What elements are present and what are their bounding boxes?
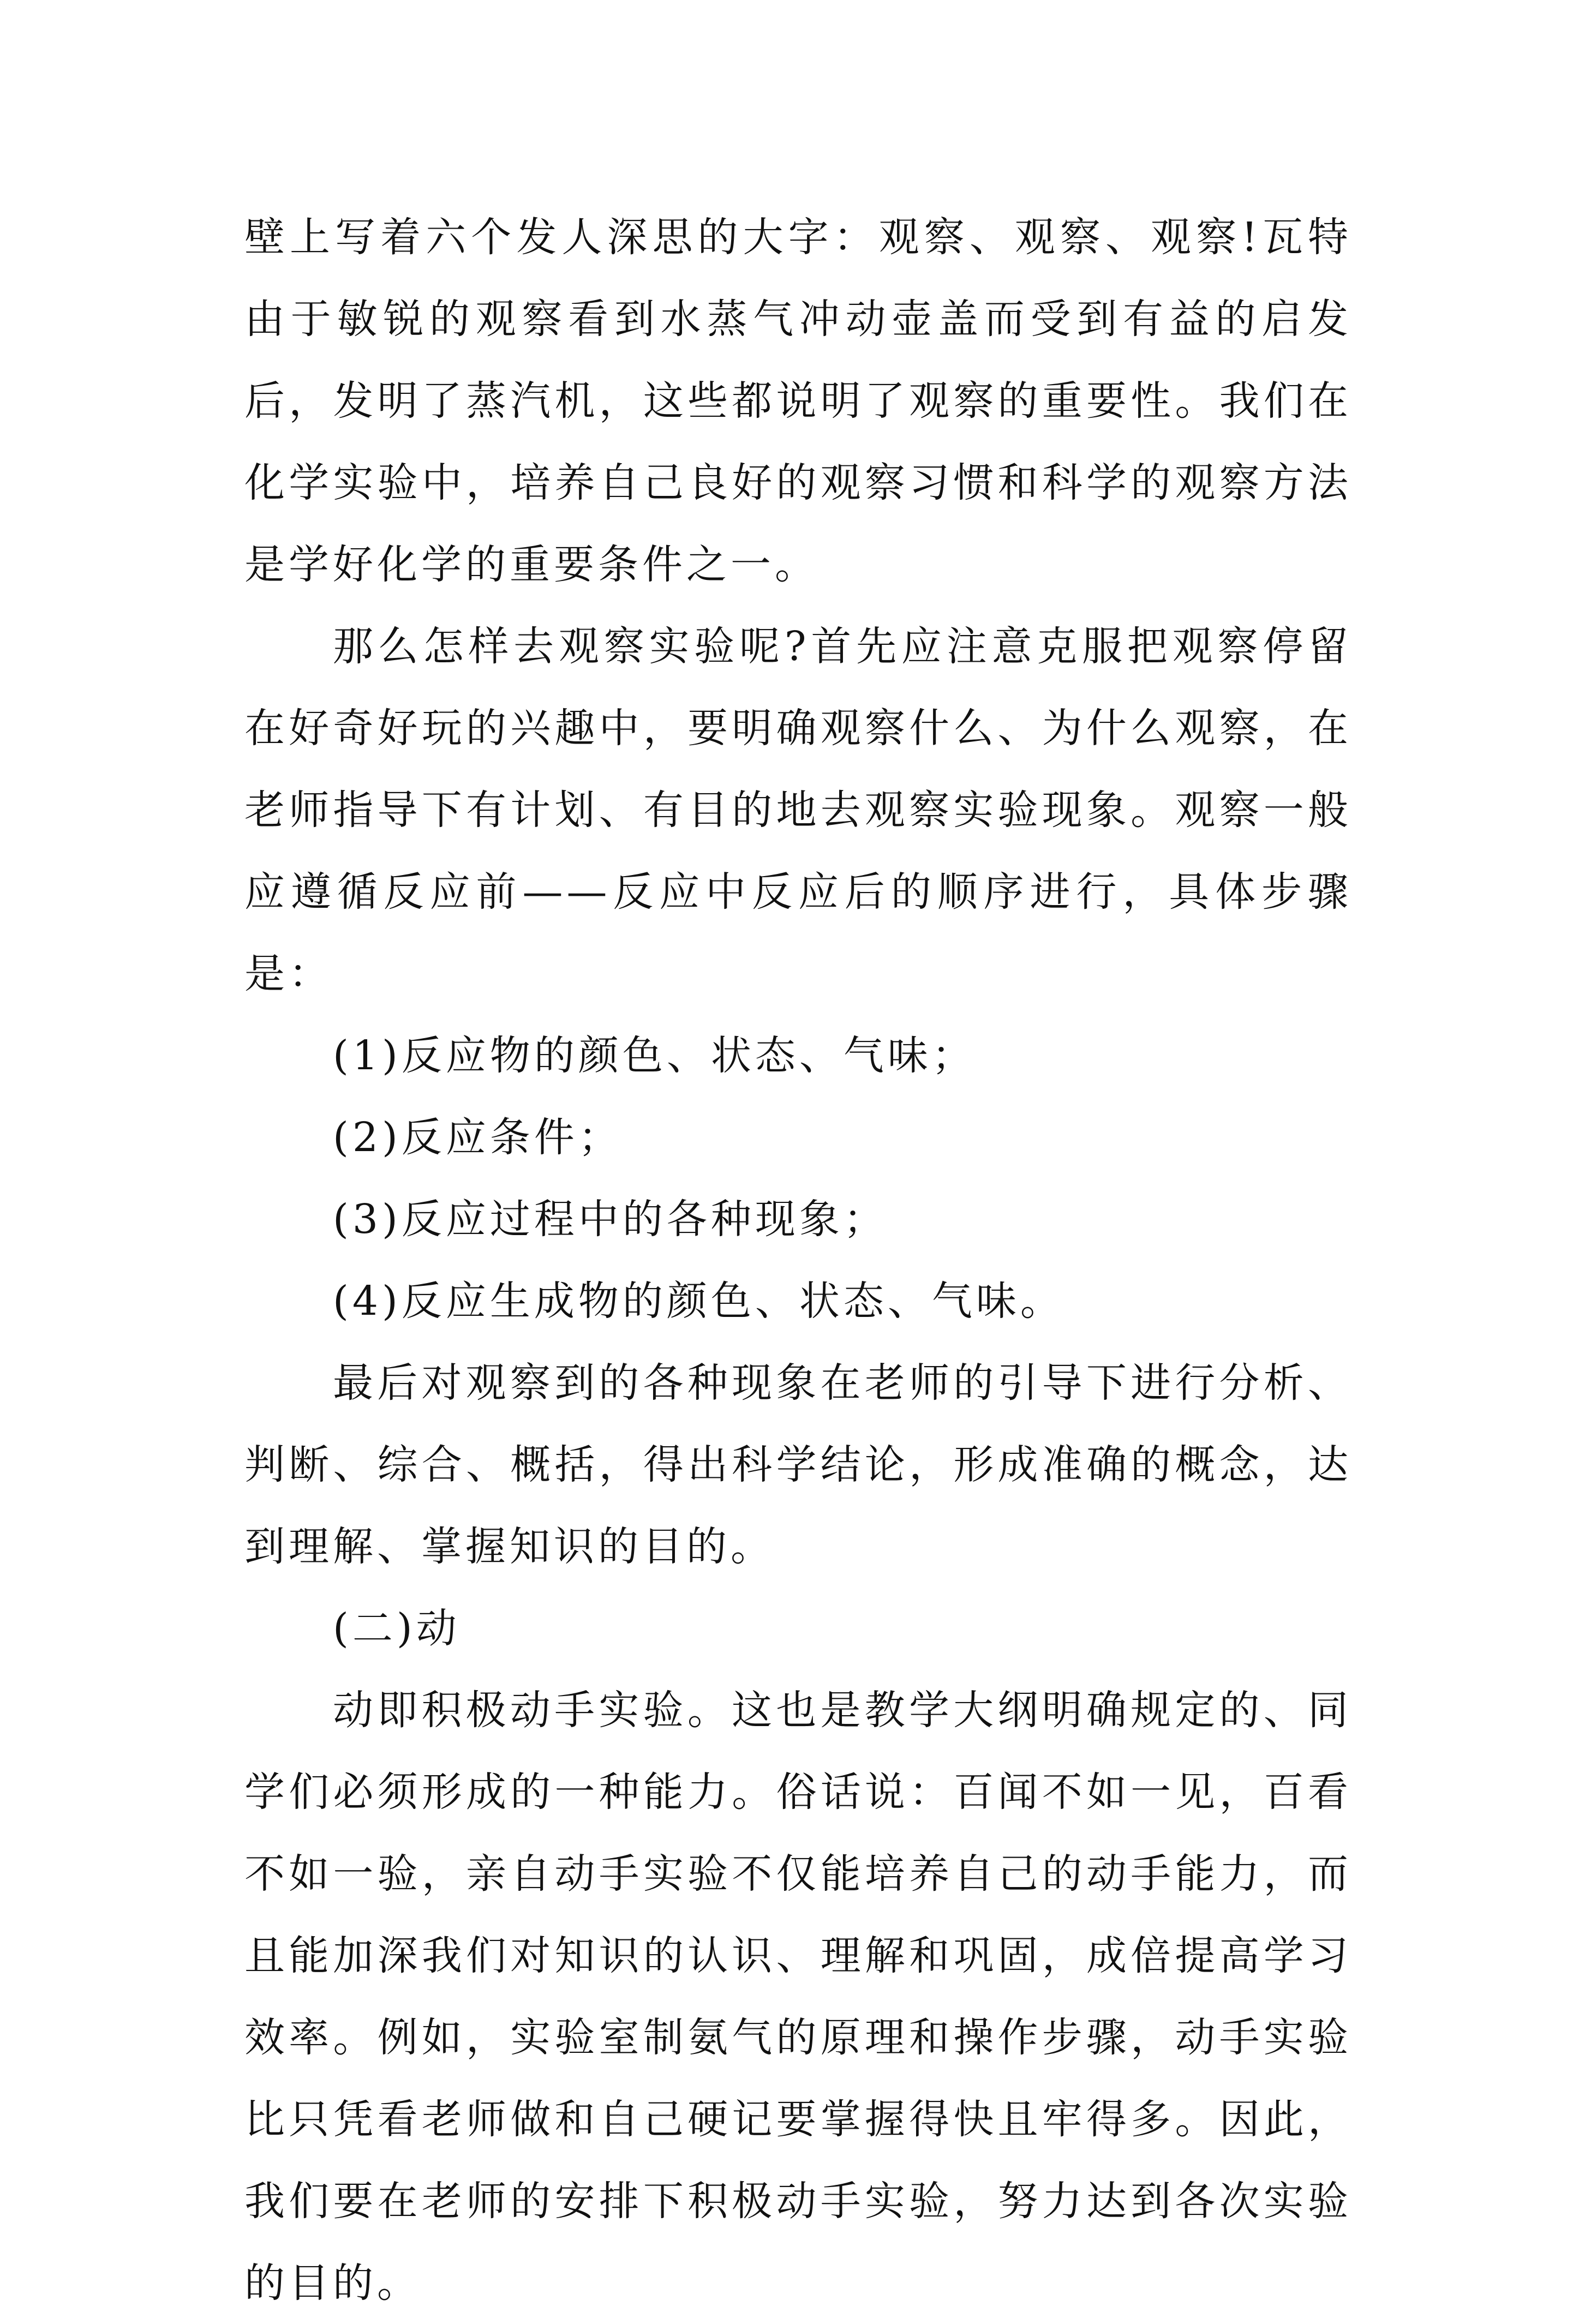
section-heading-hands-on: (二)动 bbox=[333, 1605, 460, 1652]
list-item-step-2: (2)反应条件； bbox=[333, 1114, 623, 1161]
list-item-step-4: (4)反应生成物的颜色、状态、气味。 bbox=[333, 1278, 1064, 1325]
paragraph-hands-on-experiment: 动即积极动手实验。这也是教学大纲明确规定的、同学们必须形成的一种能力。俗话说：百闻不如一见，百看不如一验，亲自动手实验不仅能培养自己的动手能力，而且能加深我们对知识的认识、理解和巩固，成倍提高学习效率。例如，实验室制氨气的原理和操作步骤，动手实验比只凭看老师做和自己硬记要掌握得快且牢得多。因此，我们要在老师的安排下积极动手实验，努力达到各次实验的目的。 bbox=[244, 1687, 1352, 2307]
paragraph-analysis: 最后对观察到的各种现象在老师的引导下进行分析、判断、综合、概括，得出科学结论，形成准确的概念，达到理解、掌握知识的目的。 bbox=[244, 1359, 1352, 1570]
paragraph-how-to-observe: 那么怎样去观察实验呢?首先应注意克服把观察停留在好奇好玩的兴趣中，要明确观察什么、为什么观察，在老师指导下有计划、有目的地去观察实验现象。观察一般应遵循反应前——反应中反应后的顺序进行，具体步骤是： bbox=[244, 623, 1352, 997]
list-item-step-3: (3)反应过程中的各种现象； bbox=[333, 1196, 888, 1243]
paragraph-observation-importance: 壁上写着六个发人深思的大字：观察、观察、观察!瓦特由于敏锐的观察看到水蒸气冲动壶盖而受到有益的启发后，发明了蒸汽机，这些都说明了观察的重要性。我们在化学实验中，培养自己良好的观察习惯和科学的观察方法是学好化学的重要条件之一。 bbox=[244, 214, 1352, 588]
body-text bbox=[244, 196, 1352, 2324]
list-item-step-1: (1)反应物的颜色、状态、气味； bbox=[333, 1032, 976, 1079]
